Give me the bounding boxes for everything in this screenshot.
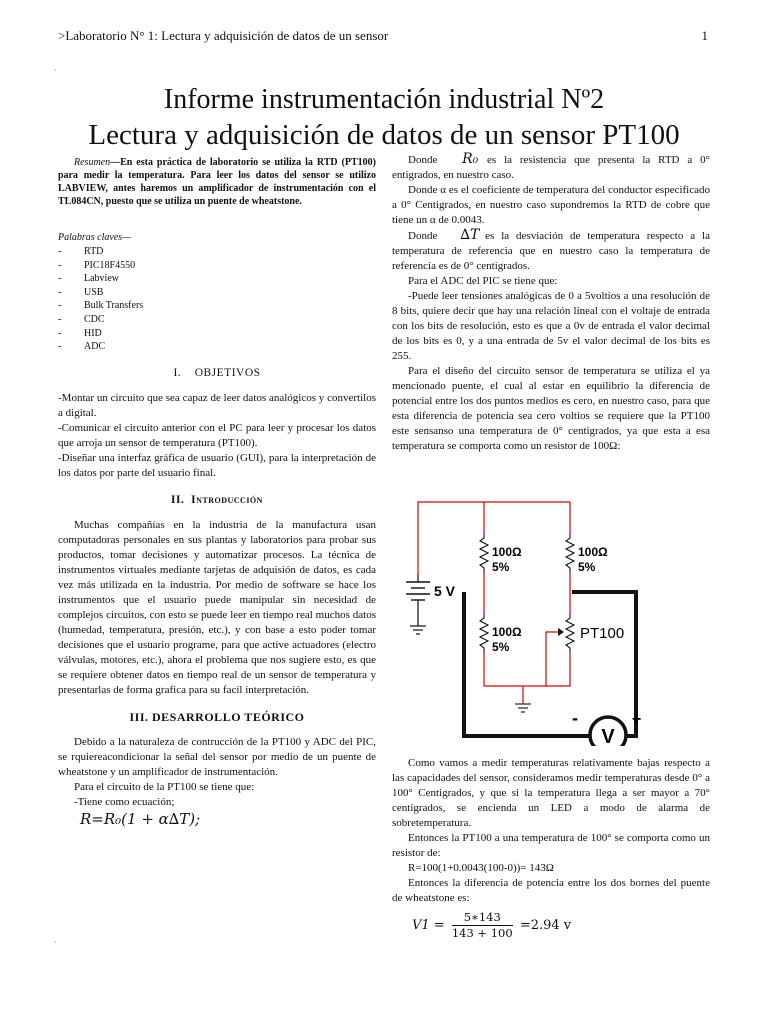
objetivo-paragraph: -Montar un circuito que sea capaz de leer datos analógicos y convertilos a digital. (58, 391, 376, 419)
keyword-text: Bulk Transfers (84, 300, 144, 312)
keyword-bullet: - (58, 327, 62, 339)
wheatstone-circuit-diagram (398, 494, 658, 746)
resistor-right-top (566, 534, 574, 572)
keyword-item (58, 327, 376, 341)
section-desarrollo-heading: III. DESARROLLO TEÓRICO (129, 709, 305, 724)
r3-tolerance: 5% (492, 640, 510, 654)
keyword-bullet: - (58, 313, 62, 325)
equation-fraction (452, 910, 513, 941)
r0-symbol: R₀ (462, 151, 479, 167)
page-number: 1 (701, 28, 708, 43)
voltmeter-loop (464, 592, 636, 746)
keyword-item (58, 313, 376, 327)
running-title: >Laboratorio N° 1: Lectura y adquisición de datos de un sensor (58, 28, 389, 43)
keyword-bullet: - (58, 273, 62, 285)
keyword-item (58, 340, 376, 354)
resistor-left-top (480, 534, 488, 572)
pt100-sensor-symbol (558, 614, 574, 652)
title-line-1: Informe instrumentación industrial Nº2 (163, 84, 605, 115)
resistor-left-bottom (480, 614, 488, 652)
keyword-text: Labview (84, 273, 119, 285)
range-paragraph: Como vamos a medir temperaturas relativamente bajas respecto a las capacidades del sensor, consideramos medir temperaturas desde 0° a 100° Centigrados, y que si la temperatura llega a ser mayor a 70° centigrados, se encienda un LED a modo de alarma de sobretemperatura. (392, 757, 710, 829)
pt100-100deg-paragraph: Entonces la PT100 a una temperatura de 100° se comporta como un resistor de: (392, 832, 710, 859)
voltmeter-label: V (601, 726, 615, 746)
r1-tolerance: 5% (492, 560, 510, 574)
adc-detail-paragraph: -Puede leer tensiones analógicas de 0 a 5voltios a una resolución de 8 bits, quiere decir que hay una relación lineal con el voltaje de entrada con los bits de resolución, esto es que a 0v de entrada el valor decimal de los bits es 0, y a una entrada de 5v el valor decimal de los bits es 255. (392, 290, 710, 362)
keyword-item (58, 245, 376, 259)
equation-numerator: 5∗143 (452, 910, 513, 926)
keywords-label: Palabras claves— (58, 232, 132, 243)
donde-r0-text: es la resistencia que presenta la RTD a 0° entigrados, en nuestro caso. (392, 154, 710, 181)
right-column-continued (392, 756, 710, 941)
objetivo-paragraph: -Diseñar una interfaz gráfica de usuario (GUI), para la interpretación de los datos por parte del usuario final. (58, 451, 376, 479)
donde-word: Donde (408, 230, 438, 242)
keyword-item (58, 259, 376, 273)
donde-word: Donde (408, 154, 438, 166)
donde-alpha-paragraph: Donde α es el coeficiente de temperatura del conductor especificado a 0° Centigrados, en nuestro caso supondremos la RTD de cobre que tiene un α de 0.0043. (392, 184, 710, 226)
title-line-2: Lectura y adquisición de datos de un sensor PT100 (88, 119, 680, 151)
desarrollo-paragraph: Para el circuito de la PT100 se tiene que: (74, 780, 255, 793)
ground-symbol (515, 704, 531, 712)
equation-result: =2.94 v (519, 918, 572, 933)
page-mark: · (54, 66, 57, 75)
keyword-item (58, 299, 376, 313)
battery-symbol (406, 574, 430, 634)
keyword-item (58, 286, 376, 300)
donde-deltat-text: es la desviación de temperatura respecto a la temperatura de referencia que en nuestro caso la temperatura de referencia es de 0° centigrados. (392, 230, 710, 272)
abstract-dash: — (110, 157, 121, 168)
keyword-bullet: - (58, 246, 62, 257)
running-header (58, 28, 708, 44)
adc-paragraph: Para el ADC del PIC se tiene que: (408, 275, 558, 287)
abstract-text: En esta práctica de laboratorio se utiliza la RTD (PT100) para medir la temperatura. Para leer los datos del sensor se utilizo LABVIEW, antes haremos un amplificador de instrumentación con el TL084CN, puesto que se utiliza un puente de wheatstone. (58, 157, 376, 207)
desarrollo-paragraph: -Tiene como ecuación; (74, 795, 175, 808)
r2-tolerance: 5% (578, 560, 596, 574)
resistance-calculation: R=100(1+0.0043(100-0))= 143Ω (408, 862, 554, 874)
section-title: OBJETIVOS (194, 366, 261, 379)
page-mark: · (54, 938, 57, 947)
keyword-bullet: - (58, 259, 62, 271)
wire-wiper (546, 632, 560, 686)
right-column (392, 152, 710, 454)
r2-value: 100Ω (578, 545, 608, 559)
equation-denominator: 143 + 100 (451, 926, 513, 940)
voltmeter-plus: + (632, 711, 642, 728)
left-column (58, 156, 376, 827)
donde-r0-paragraph (392, 152, 710, 183)
objetivo-paragraph: -Comunicar el circuito anterior con el PC para leer y procesar los datos que arroja un sensor de temperatura (PT100). (58, 421, 376, 449)
keyword-text: RTD (84, 246, 104, 257)
section-introduccion-heading (58, 493, 376, 508)
voltmeter-minus: - (572, 708, 578, 728)
bridge-paragraph: Para el diseño del circuito sensor de temperatura se utiliza el ya mencionado puente, el cual al estar en equilibrio la diferencia de potencial entre los dos puntos medios es cero, en nuestro caso, para que esta diferencia de potencia sea cero voltios se requiere que la PT100 este sensanso una temperatura de 0° centigrados, ya que esta a esa temperatura se comporta como un resistor de 100Ω: (392, 365, 710, 452)
keyword-bullet: - (58, 341, 62, 353)
deltat-symbol: ∆T (460, 227, 480, 243)
keywords-list (58, 245, 376, 354)
r3-value: 100Ω (492, 625, 522, 639)
section-number: II. (171, 493, 185, 506)
equation-lhs: V1 = (412, 918, 445, 933)
keyword-text: HID (84, 327, 102, 339)
section-title: Introducción (191, 493, 263, 506)
keyword-item (58, 272, 376, 286)
keyword-text: ADC (84, 341, 106, 353)
source-label: 5 V (434, 583, 456, 599)
pt100-label: PT100 (580, 625, 625, 642)
desarrollo-paragraph: Debido a la naturaleza de contrucción de la PT100 y ADC del PIC, se rquiereacondicionar la señal del sensor por medio de un puente de wheatstone y un amplificador de instrumentación. (58, 735, 376, 778)
r1-value: 100Ω (492, 545, 522, 559)
keyword-bullet: - (58, 300, 62, 312)
abstract-label: Resumen (74, 157, 111, 168)
abstract (58, 156, 376, 208)
keyword-bullet: - (58, 286, 62, 298)
potential-difference-paragraph: Entonces la diferencia de potencia entre los dos bornes del puente de wheatstone es: (392, 877, 710, 904)
section-objetivos-heading (58, 366, 376, 381)
keyword-text: PIC18F4550 (84, 259, 136, 271)
wire-bottom (484, 652, 570, 686)
introduccion-paragraph: Muchas compañías en la industria de la manufactura usan computadoras personales en sus plantas y laboratorios para probar sus productos, tomar decisiones y automatizar procesos. La técnica de instrumentos virtuales mediante tarjetas de adquisión de datos, es cada vez más utilizada en la industria. Por medio de software se hace los instrumentos que el usuario puede manipular sin necesidad de complejos circuitos, con esto se puede leer en tiempo real muchos datos (humedad, temperatura, presión, etc.), y con base a esto poder tomar decisiones que el usuario programe, para que active actuadores (electro válvulas, motores, etc.), ahora el problema que nos sugiere esto, es que se requiere obtener datos en tiempo real de un sensor de temperatura y presentarlas de forma grafica para su facil interpretación. (58, 518, 376, 696)
keyword-text: USB (84, 286, 104, 298)
circuit-wires (418, 502, 570, 704)
keyword-text: CDC (84, 313, 105, 325)
donde-deltat-paragraph (392, 228, 710, 274)
voltage-equation (412, 910, 710, 941)
section-number: I. (173, 366, 182, 379)
rtd-equation: R=R₀(1 + α∆T); (80, 809, 201, 828)
